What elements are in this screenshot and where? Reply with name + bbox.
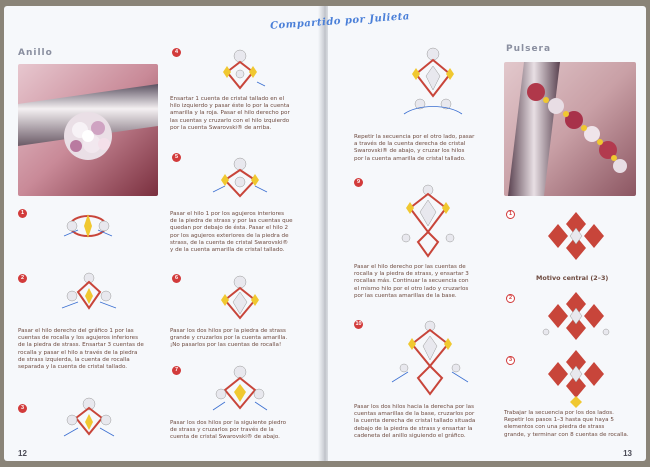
diagram-step-3 — [58, 392, 120, 442]
ring-photo — [18, 64, 158, 196]
diagram-pulsera-step-1 — [540, 206, 612, 264]
diagram-step-4 — [209, 46, 271, 92]
diagram-step-9 — [392, 182, 464, 260]
diagram-step-1 — [58, 206, 118, 246]
pulsera-step-badge-3: 3 — [506, 356, 515, 365]
text-pulsera-final: Trabajar la secuencia por los dos lados. Repetir los pasos 1–3 hasta que haya 5 elementos con una piedra de strass grande, y terminar con 8 cuentas de rocalla. — [504, 410, 629, 438]
step-badge-3: 3 — [18, 404, 27, 413]
page-number-left: 12 — [18, 449, 27, 458]
step-badge-7: 7 — [172, 366, 181, 375]
shared-by-watermark: Compartido por Julieta — [269, 11, 411, 32]
step-badge-10: 10 — [355, 321, 362, 327]
step-badge-4: 4 — [172, 48, 181, 57]
left-page — [4, 6, 322, 461]
text-step-5: Pasar el hilo 1 por los agujeros interiores de la piedra de strass y por las cuentas que quedan por debajo de ésta. Pasar el hilo 2 por los agujeros exteriores de la piedra de strass, de la cuenta de cristal Swarovski® y de la cuenta amarilla de cristal tallado. — [170, 211, 293, 254]
step-badge-5: 5 — [172, 153, 181, 162]
diagram-step-8 — [398, 44, 468, 124]
text-step-6: Pasar los dos hilos por la piedra de strass grande y cruzarlos por la cuenta amarilla. ¡No pasarlos por las cuentas de rocalla! — [170, 328, 288, 349]
page-number-right: 13 — [623, 449, 632, 458]
diagram-pulsera-step-3 — [540, 346, 612, 408]
diagram-step-5 — [209, 152, 271, 200]
step-badge-1: 1 — [18, 209, 27, 218]
text-step-8: Repetir la secuencia por el otro lado, pasar a través de la cuenta derecha de cristal Swarovski® de abajo, y cruzar los hilos por la cuenta amarilla de cristal tallado. — [354, 134, 475, 162]
diagram-step-10 — [390, 318, 470, 398]
text-step-4: Ensartar 1 cuenta de cristal tallado en el hilo izquierdo y pasar éste lo por la cuenta amarilla y la roja. Pasar el hilo derecho por las cuentas y cruzarlo con el hilo izquierdo por la cuenta Swarovski® de arriba. — [170, 96, 290, 131]
diagram-pulsera-step-2 — [540, 288, 612, 346]
bracelet-photo — [504, 62, 636, 196]
step-badge-6: 6 — [172, 274, 181, 283]
text-step-9: Pasar el hilo derecho por las cuentas de rocalla y la piedra de strass, y ensartar 3 rocallas más. Continuar la secuencia con el mismo hilo por el otro lado y cruzarlos por las cuentas amarillas de la base. — [354, 264, 469, 299]
step-badge-2: 2 — [18, 274, 27, 283]
section-title-pulsera: Pulsera — [506, 44, 552, 54]
diagram-step-6 — [209, 272, 271, 322]
diagram-step-2 — [58, 268, 120, 318]
step-badge-9: 9 — [354, 178, 363, 187]
pulsera-step-badge-2: 2 — [506, 294, 515, 303]
diagram-step-7 — [209, 362, 271, 414]
ring-photo-image — [18, 64, 158, 196]
caption-motivo-central: Motivo central (2–3) — [536, 274, 609, 282]
text-step-10: Pasar los dos hilos hacia la derecha por las cuentas amarillas de la base, cruzarlos por la cuenta derecha de cristal tallado situada debajo de la piedra de strass y ensartar la cadeneta del anillo siguiendo el gráfico. — [354, 404, 476, 439]
bracelet-photo-image — [504, 62, 636, 196]
pulsera-step-badge-1: 1 — [506, 210, 515, 219]
text-step-2: Pasar el hilo derecho del gráfico 1 por las cuentas de rocalla y los agujeros inferiores de la piedra de strass. Ensartar 3 cuentas de rocalla y pasar el hilo a través de la piedra de strass izquierda, la cuenta de rocalla separada y la cuenta de cristal tallado. — [18, 328, 144, 371]
right-page — [328, 6, 646, 461]
text-step-7: Pasar los dos hilos por la siguiente piedro de strass y cruzarlos por través de la cuenta de cristal Swarovski® de abajo. — [170, 420, 287, 441]
section-title-anillo: Anillo — [18, 48, 53, 58]
